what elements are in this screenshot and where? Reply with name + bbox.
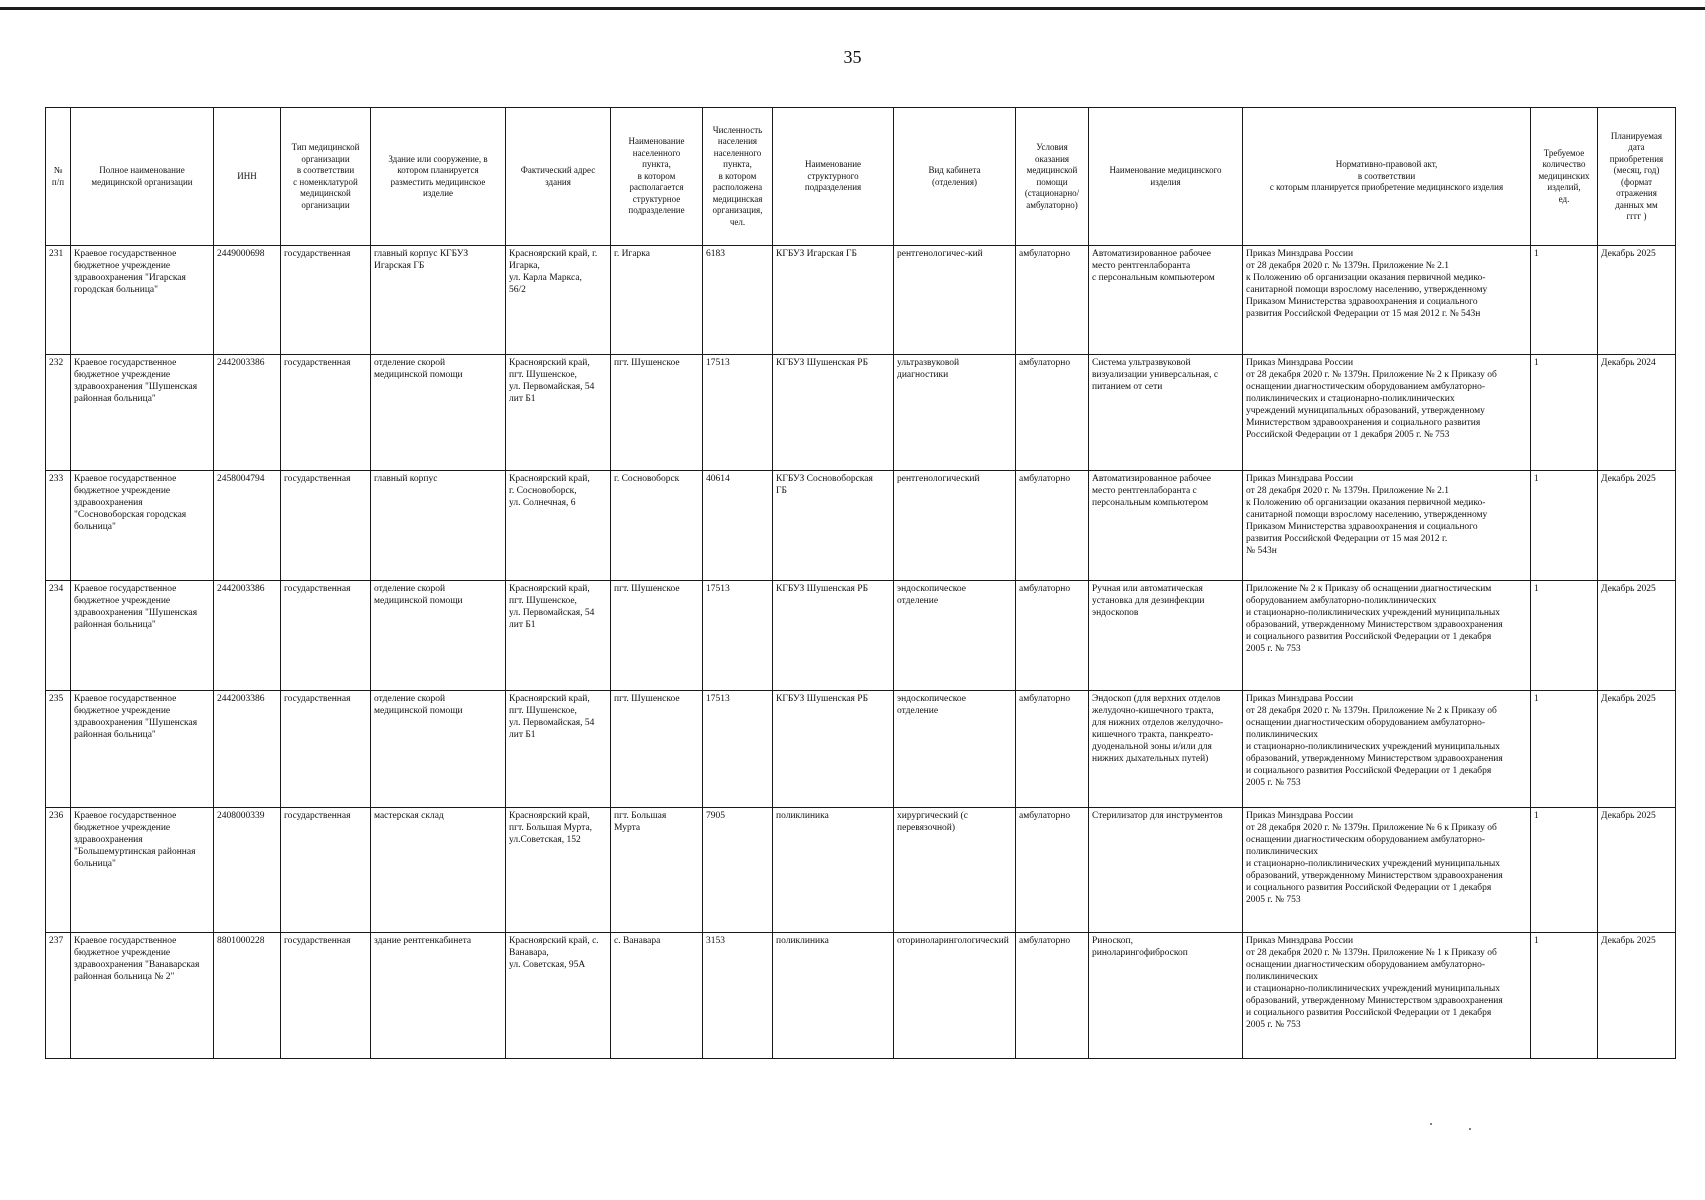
cell-inn: 2442003386 — [214, 691, 281, 808]
cell-row-number: 236 — [46, 808, 71, 933]
scan-speck — [1469, 1128, 1471, 1130]
cell-care-conditions: амбулаторно — [1016, 246, 1089, 355]
cell-org-name: Краевое государственное бюджетное учреждение здравоохранения "Сосновоборская городская больница" — [71, 471, 214, 581]
cell-locality: пгт. Шушенское — [611, 581, 703, 691]
header-quantity: Требуемое количество медицинских изделий, ед. — [1531, 108, 1598, 246]
cell-device-name: Автоматизированное рабочее место рентгенлаборанта с персональным компьютером — [1089, 471, 1243, 581]
cell-inn: 2442003386 — [214, 581, 281, 691]
cell-population: 6183 — [703, 246, 773, 355]
cell-cabinet-type: эндоскопическое отделение — [894, 691, 1016, 808]
cell-care-conditions: амбулаторно — [1016, 933, 1089, 1059]
cell-org-type: государственная — [281, 471, 371, 581]
cell-building: здание рентгенкабинета — [371, 933, 506, 1059]
cell-org-type: государственная — [281, 933, 371, 1059]
cell-population: 17513 — [703, 355, 773, 471]
cell-building: главный корпус КГБУЗ Игарская ГБ — [371, 246, 506, 355]
header-org-name: Полное наименование медицинской организации — [71, 108, 214, 246]
page-number: 35 — [843, 47, 862, 67]
table-row — [46, 691, 1676, 808]
cell-device-name: Ручная или автоматическая установка для дезинфекции эндоскопов — [1089, 581, 1243, 691]
cell-purchase-date: Декабрь 2025 — [1598, 933, 1676, 1059]
cell-address: Красноярский край, г. Сосновоборск, ул. Солнечная, 6 — [506, 471, 611, 581]
cell-inn: 8801000228 — [214, 933, 281, 1059]
header-cabinet-type: Вид кабинета (отделения) — [894, 108, 1016, 246]
cell-purchase-date: Декабрь 2025 — [1598, 808, 1676, 933]
cell-purchase-date: Декабрь 2025 — [1598, 246, 1676, 355]
cell-device-name: Стерилизатор для инструментов — [1089, 808, 1243, 933]
cell-cabinet-type: рентгенологический — [894, 471, 1016, 581]
cell-address: Красноярский край, с. Ванавара, ул. Советская, 95А — [506, 933, 611, 1059]
cell-row-number: 233 — [46, 471, 71, 581]
header-row — [46, 108, 1676, 246]
cell-building: главный корпус — [371, 471, 506, 581]
cell-quantity: 1 — [1531, 581, 1598, 691]
cell-legal-act: Приказ Минздрава России от 28 декабря 2020 г. № 1379н. Приложение № 6 к Приказу об оснащении диагностическим оборудованием амбулаторно- поликлинических и стационарно-поликлинических учреждений муниципальных образований, утвержденному Министерством здравоохранения и социального развития Российской Федерации от 1 декабря 2005 г. № 753 — [1243, 808, 1531, 933]
equipment-table — [45, 107, 1676, 1059]
cell-care-conditions: амбулаторно — [1016, 471, 1089, 581]
cell-population: 40614 — [703, 471, 773, 581]
cell-population: 17513 — [703, 691, 773, 808]
header-row-number: № п/п — [46, 108, 71, 246]
cell-care-conditions: амбулаторно — [1016, 355, 1089, 471]
cell-locality: г. Сосновоборск — [611, 471, 703, 581]
cell-building: отделение скорой медицинской помощи — [371, 581, 506, 691]
header-subdivision: Наименование структурного подразделения — [773, 108, 894, 246]
cell-quantity: 1 — [1531, 471, 1598, 581]
cell-quantity: 1 — [1531, 355, 1598, 471]
cell-device-name: Автоматизированное рабочее место рентгенлаборанта с персональным компьютером — [1089, 246, 1243, 355]
table-row — [46, 355, 1676, 471]
cell-locality: пгт. Большая Мурта — [611, 808, 703, 933]
cell-population: 17513 — [703, 581, 773, 691]
cell-quantity: 1 — [1531, 933, 1598, 1059]
cell-subdivision: поликлиника — [773, 808, 894, 933]
cell-building: отделение скорой медицинской помощи — [371, 691, 506, 808]
cell-device-name: Система ультразвуковой визуализации универсальная, с питанием от сети — [1089, 355, 1243, 471]
cell-purchase-date: Декабрь 2025 — [1598, 691, 1676, 808]
cell-org-type: государственная — [281, 691, 371, 808]
header-population: Численность населения населенного пункта, в котором расположена медицинская организация, чел. — [703, 108, 773, 246]
cell-org-type: государственная — [281, 808, 371, 933]
cell-quantity: 1 — [1531, 808, 1598, 933]
cell-org-type: государственная — [281, 246, 371, 355]
header-locality: Наименование населенного пункта, в котором располагается структурное подразделение — [611, 108, 703, 246]
header-legal-act: Нормативно-правовой акт, в соответствии с которым планируется приобретение медицинского изделия — [1243, 108, 1531, 246]
cell-device-name: Эндоскоп (для верхних отделов желудочно-кишечного тракта, для нижних отделов желудочно- кишечного тракта, панкреато- дуоденальной зоны и/или для нижних дыхательных путей) — [1089, 691, 1243, 808]
cell-org-name: Краевое государственное бюджетное учреждение здравоохранения "Шушенская районная больница" — [71, 581, 214, 691]
cell-legal-act: Приказ Минздрава России от 28 декабря 2020 г. № 1379н. Приложение № 2 к Приказу об оснащении диагностическим оборудованием амбулаторно- поликлинических и стационарно-поликлинических учреждений муниципальных образований, утвержденному Министерством здравоохранения и социального развития Российской Федерации от 1 декабря 2005 г. № 753 — [1243, 691, 1531, 808]
cell-purchase-date: Декабрь 2025 — [1598, 581, 1676, 691]
header-inn: ИНН — [214, 108, 281, 246]
cell-legal-act: Приказ Минздрава России от 28 декабря 2020 г. № 1379н. Приложение № 2.1 к Положению об организации оказания первичной медико- санитарной помощи взрослому населению, утвержденному Приказом Министерства здравоохранения и социального развития Российской Федерации от 15 мая 2012 г. № 543н — [1243, 246, 1531, 355]
cell-row-number: 234 — [46, 581, 71, 691]
cell-subdivision: КГБУЗ Шушенская РБ — [773, 691, 894, 808]
cell-care-conditions: амбулаторно — [1016, 808, 1089, 933]
table-row — [46, 808, 1676, 933]
cell-row-number: 232 — [46, 355, 71, 471]
cell-row-number: 237 — [46, 933, 71, 1059]
cell-cabinet-type: ультразвуковой диагностики — [894, 355, 1016, 471]
cell-org-type: государственная — [281, 581, 371, 691]
cell-purchase-date: Декабрь 2024 — [1598, 355, 1676, 471]
cell-org-name: Краевое государственное бюджетное учреждение здравоохранения "Ванаварская районная больница № 2" — [71, 933, 214, 1059]
table-row — [46, 471, 1676, 581]
cell-locality: пгт. Шушенское — [611, 355, 703, 471]
header-building: Здание или сооружение, в котором планируется разместить медицинское изделие — [371, 108, 506, 246]
header-org-type: Тип медицинской организации в соответствии с номенклатурой медицинской организации — [281, 108, 371, 246]
cell-inn: 2408000339 — [214, 808, 281, 933]
cell-address: Красноярский край, пгт. Большая Мурта, ул.Советская, 152 — [506, 808, 611, 933]
table-row — [46, 933, 1676, 1059]
scan-edge — [0, 7, 1705, 10]
cell-cabinet-type: эндоскопическое отделение — [894, 581, 1016, 691]
cell-subdivision: КГБУЗ Шушенская РБ — [773, 355, 894, 471]
header-device-name: Наименование медицинского изделия — [1089, 108, 1243, 246]
cell-care-conditions: амбулаторно — [1016, 581, 1089, 691]
cell-locality: пгт. Шушенское — [611, 691, 703, 808]
cell-quantity: 1 — [1531, 246, 1598, 355]
cell-population: 3153 — [703, 933, 773, 1059]
cell-address: Красноярский край, пгт. Шушенское, ул. Первомайская, 54 лит Б1 — [506, 355, 611, 471]
header-care-conditions: Условия оказания медицинской помощи (стационарно/ амбулаторно) — [1016, 108, 1089, 246]
cell-purchase-date: Декабрь 2025 — [1598, 471, 1676, 581]
header-purchase-date: Планируемая дата приобретения (месяц, год) (формат отражения данных мм гггг ) — [1598, 108, 1676, 246]
cell-building: мастерская склад — [371, 808, 506, 933]
cell-cabinet-type: оториноларингологический — [894, 933, 1016, 1059]
cell-care-conditions: амбулаторно — [1016, 691, 1089, 808]
cell-cabinet-type: рентгенологичес-кий — [894, 246, 1016, 355]
cell-org-type: государственная — [281, 355, 371, 471]
cell-row-number: 231 — [46, 246, 71, 355]
cell-legal-act: Приказ Минздрава России от 28 декабря 2020 г. № 1379н. Приложение № 1 к Приказу об оснащении диагностическим оборудованием амбулаторно- поликлинических и стационарно-поликлинических учреждений муниципальных образований, утвержденному Министерством здравоохранения и социального развития Российской Федерации от 1 декабря 2005 г. № 753 — [1243, 933, 1531, 1059]
cell-subdivision: КГБУЗ Игарская ГБ — [773, 246, 894, 355]
cell-address: Красноярский край, г. Игарка, ул. Карла Маркса, 56/2 — [506, 246, 611, 355]
cell-address: Красноярский край, пгт. Шушенское, ул. Первомайская, 54 лит Б1 — [506, 691, 611, 808]
cell-org-name: Краевое государственное бюджетное учреждение здравоохранения "Игарская городская больница" — [71, 246, 214, 355]
cell-subdivision: поликлиника — [773, 933, 894, 1059]
table-row — [46, 581, 1676, 691]
cell-row-number: 235 — [46, 691, 71, 808]
cell-subdivision: КГБУЗ Сосновоборская ГБ — [773, 471, 894, 581]
cell-legal-act: Приложение № 2 к Приказу об оснащении диагностическим оборудованием амбулаторно-поликлинических и стационарно-поликлинических учреждений муниципальных образований, утвержденному Министерством здравоохранения и социального развития Российской Федерации от 1 декабря 2005 г. № 753 — [1243, 581, 1531, 691]
cell-device-name: Риноскоп, риноларингофиброскоп — [1089, 933, 1243, 1059]
cell-address: Красноярский край, пгт. Шушенское, ул. Первомайская, 54 лит Б1 — [506, 581, 611, 691]
cell-legal-act: Приказ Минздрава России от 28 декабря 2020 г. № 1379н. Приложение № 2 к Приказу об оснащении диагностическим оборудованием амбулаторно- поликлинических и стационарно-поликлинических учреждений муниципальных образований, утвержденному Министерством здравоохранения и социального развития Российской Федерации от 1 декабря 2005 г. № 753 — [1243, 355, 1531, 471]
table-row — [46, 246, 1676, 355]
cell-cabinet-type: хирургический (с перевязочной) — [894, 808, 1016, 933]
scan-speck — [1430, 1123, 1432, 1125]
cell-locality: с. Ванавара — [611, 933, 703, 1059]
header-address: Фактический адрес здания — [506, 108, 611, 246]
cell-quantity: 1 — [1531, 691, 1598, 808]
cell-inn: 2449000698 — [214, 246, 281, 355]
cell-legal-act: Приказ Минздрава России от 28 декабря 2020 г. № 1379н. Приложение № 2.1 к Положению об организации оказания первичной медико- санитарной помощи взрослому населению, утвержденному Приказом Министерства здравоохранения и социального развития Российской Федерации от 15 мая 2012 г. № 543н — [1243, 471, 1531, 581]
cell-org-name: Краевое государственное бюджетное учреждение здравоохранения "Большемуртинская районная больница" — [71, 808, 214, 933]
cell-org-name: Краевое государственное бюджетное учреждение здравоохранения "Шушенская районная больница" — [71, 691, 214, 808]
cell-inn: 2442003386 — [214, 355, 281, 471]
cell-building: отделение скорой медицинской помощи — [371, 355, 506, 471]
cell-subdivision: КГБУЗ Шушенская РБ — [773, 581, 894, 691]
cell-inn: 2458004794 — [214, 471, 281, 581]
cell-org-name: Краевое государственное бюджетное учреждение здравоохранения "Шушенская районная больница" — [71, 355, 214, 471]
cell-locality: г. Игарка — [611, 246, 703, 355]
cell-population: 7905 — [703, 808, 773, 933]
